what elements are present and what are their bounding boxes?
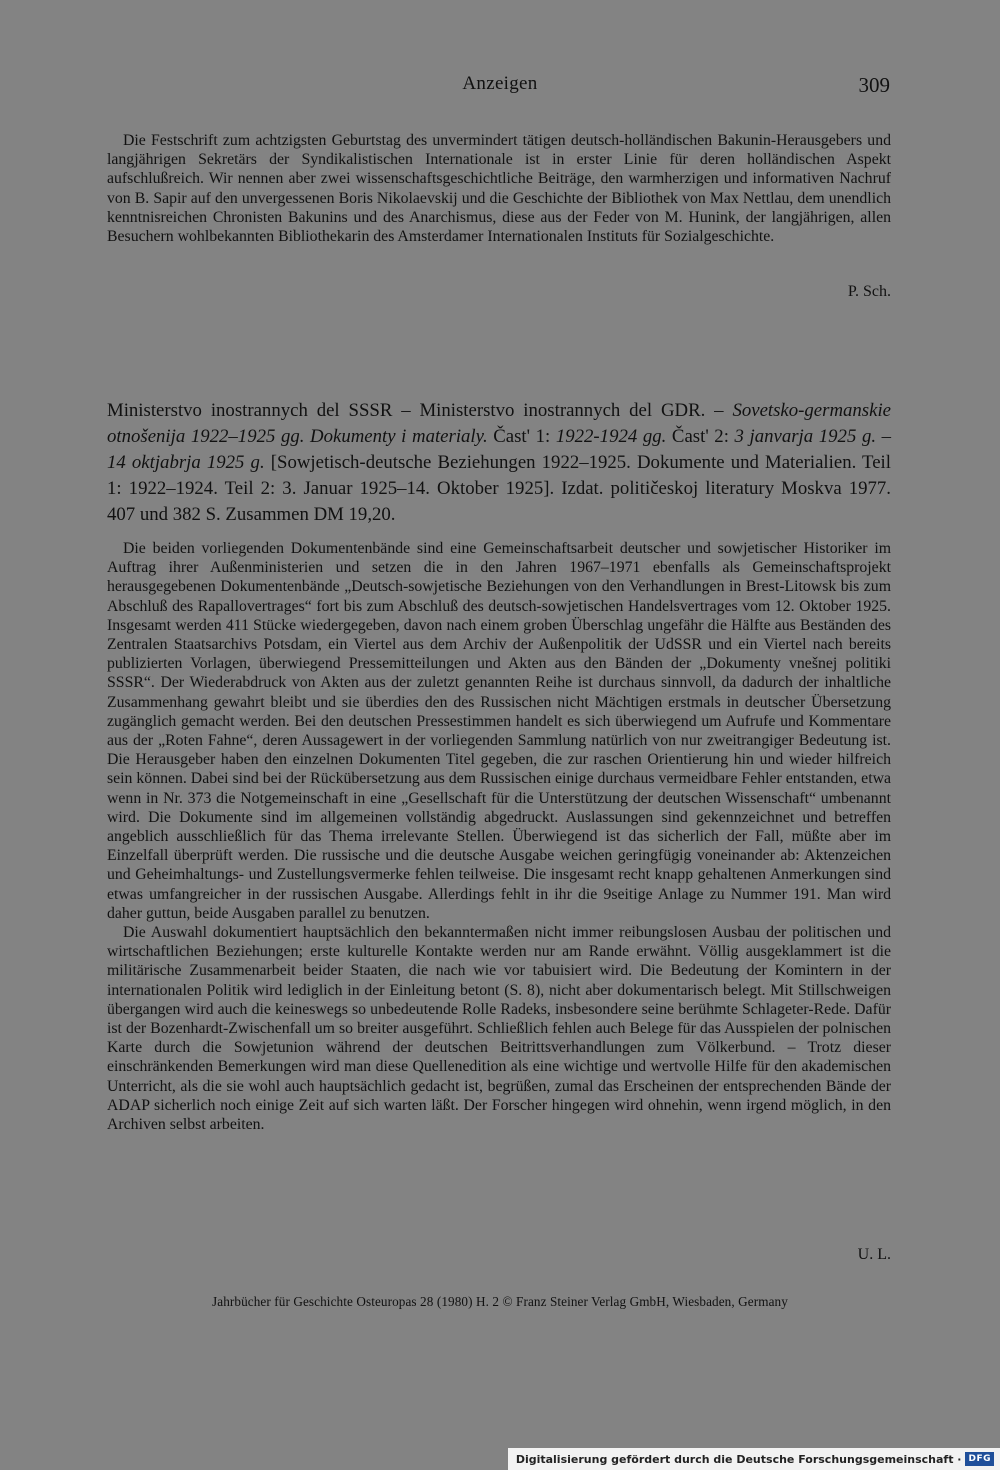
page-number: 309 <box>858 73 890 97</box>
dfg-funding-text: Digitalisierung gefördert durch die Deutsche Forschungsgemeinschaft · <box>515 1452 962 1466</box>
biblio-authors: Ministerstvo inostrannych del SSSR – Ministerstvo inostrannych del GDR. – <box>107 400 733 421</box>
review-dokumente-paragraph-1: Die beiden vorliegenden Dokumentenbände sind eine Gemeinschaftsarbeit deutscher und sowjetischer Historiker im Auftrag ihrer Außenministerien und setzen die in den Jahren 1967–1971 ebenfalls als Gemeinschaftsprojekt herausgegebenen Dokumentenbände „Deutsch-sowjetische Beziehungen von den Verhandlungen in Brest-Litowsk bis zum Abschluß des Rapallovertrages“ fort bis zum Abschluß des deutsch-sowjetischen Handelsvertrages vom 12. Oktober 1925. Insgesamt werden 411 Stücke wiedergegeben, davon nach einem groben Überschlag ungefähr die Hälfte aus Beständen des Zentralen Staatsarchivs Potsdam, ein Viertel aus dem Archiv der Außenpolitik der UdSSR und ein Viertel nach bereits publizierten Vorlagen, überwiegend Pressemitteilungen und Akten aus den Bänden der „Dokumenty vnešnej politiki SSSR“. Der Wiederabdruck von Akten aus der zuletzt genannten Reihe ist durchaus sinnvoll, da dadurch der inhaltliche Zusammenhang gewahrt bleibt und sie überdies den des Russischen nicht Mächtigen erstmals in deutscher Übersetzung zugänglich gemacht werden. Bei den deutschen Pressestimmen handelt es sich überwiegend um Aufrufe und Kommentare aus der „Roten Fahne“, deren Aussagewert in der vorliegenden Sammlung natürlich von nur zweitrangiger Bedeutung ist. Die Herausgeber haben den einzelnen Dokumenten Titel gegeben, die zur raschen Orientierung hin und wieder hilfreich sein können. Dabei sind bei der Rückübersetzung aus dem Russischen einige durchaus vermeidbare Fehler entstanden, etwa wenn in Nr. 373 die Notgemeinschaft in eine „Gesellschaft für die Unterstützung der deutschen Wissenschaft“ umbenannt wird. Die Dokumente sind im allgemeinen vollständig abgedruckt. Auslassungen sind gekennzeichnet und betreffen angeblich ausschließlich für das Thema irrelevante Stellen. Überwiegend ist das sicherlich der Fall, müßte aber im Einzelfall überprüft werden. Die russische und die deutsche Ausgabe weichen geringfügig voneinander ab: Aktenzeichen und Geheimhaltungs- und Zustellungsvermerke fehlen teilweise. Die insgesamt recht knapp gehaltenen Anmerkungen sind etwas umfangreicher in der russischen Ausgabe. Allerdings fehlt in ihr die 9seitige Anlage zu Nummer 191. Man wird daher guttun, beide Ausgaben parallel zu benutzen. <box>107 540 891 922</box>
review-signature-ul: U. L. <box>857 1246 891 1263</box>
biblio-part2-label: Čast' 2: <box>666 426 735 447</box>
bibliographic-entry <box>107 398 891 528</box>
biblio-part1-range: 1922-1924 gg. <box>555 426 667 447</box>
biblio-title: Sovetsko-germanskie otnošenija 1922–1925 gg. Dokumenty i materialy. <box>107 400 891 447</box>
running-header-title: Anzeigen <box>462 73 538 94</box>
review-festschrift <box>107 131 891 246</box>
dfg-logo-icon: DFG <box>965 1452 994 1466</box>
biblio-part1-label: Čast' 1: <box>487 426 556 447</box>
review-festschrift-paragraph: Die Festschrift zum achtzigsten Geburtstag des unvermindert tätigen deutsch-holländischen Bakunin-Herausgebers und langjährigen Sekretärs der Syndikalistischen Internationale ist in erster Linie für deren holländischen Aspekt aufschlußreich. Wir nennen aber zwei wissenschaftsgeschichtliche Beiträge, den warmherzigen und informativen Nachruf von B. Sapir auf den unvergessenen Boris Nikolaevskij und die Geschichte der Bibliothek von Max Nettlau, dem unendlich kenntnisreichen Chronisten Bakunins und des Anarchismus, diese aus der Feder von M. Hunink, der langjährigen, allen Besuchern wohlbekannten Bibliothekarin des Amsterdamer Internationalen Instituts für Sozialgeschichte. <box>107 132 891 246</box>
journal-footer: Jahrbücher für Geschichte Osteuropas 28 (1980) H. 2 © Franz Steiner Verlag GmbH, Wiesbaden, Germany <box>212 1294 788 1309</box>
biblio-details: [Sowjetisch-deutsche Beziehungen 1922–1925. Dokumente und Materialien. Teil 1: 1922–1924. Teil 2: 3. Januar 1925–14. Oktober 1925]. Izdat. političeskoj literatury Moskva 1977. 407 und 382 S. Zusammen DM 19,20. <box>107 452 891 525</box>
review-dokumente <box>107 539 891 1134</box>
review-dokumente-paragraph-2: Die Auswahl dokumentiert hauptsächlich den bekanntermaßen nicht immer reibungslosen Ausbau der politischen und wirtschaftlichen Beziehungen; erste kulturelle Kontakte werden nur am Rande erwähnt. Völlig ausgeklammert ist die militärische Zusammenarbeit beider Staaten, die nach wie vor tabuisiert wird. Die Bedeutung der Komintern in der internationalen Politik wird lediglich in der Einleitung betont (S. 8), nicht aber dokumentarisch belegt. Mit Stillschweigen übergangen wird auch die keineswegs so unbedeutende Rolle Radeks, insbesondere seine berühmte Schlageter-Rede. Dafür ist der Bozenhardt-Zwischenfall um so breiter ausgeführt. Schließlich fehlen auch Belege für das Ausspielen der polnischen Karte durch die Sowjetunion während der deutschen Beitrittsverhandlungen zum Völkerbund. – Trotz dieser einschränkenden Bemerkungen wird man diese Quellenedition als eine wichtige und wertvolle Hilfe für den akademischen Unterricht, als die sie wohl auch hauptsächlich gedacht ist, begrüßen, zumal das Erscheinen der entsprechenden Bände der ADAP sicherlich noch einige Zeit auf sich warten läßt. Der Forscher hingegen wird ohnehin, wenn irgend möglich, in den Archiven selbst arbeiten. <box>107 924 891 1134</box>
biblio-part2-range: 3 janvarja 1925 g. – 14 oktjabrja 1925 g. <box>107 426 892 473</box>
review-signature-psch: P. Sch. <box>847 283 891 300</box>
dfg-funding-banner <box>508 1448 1000 1470</box>
